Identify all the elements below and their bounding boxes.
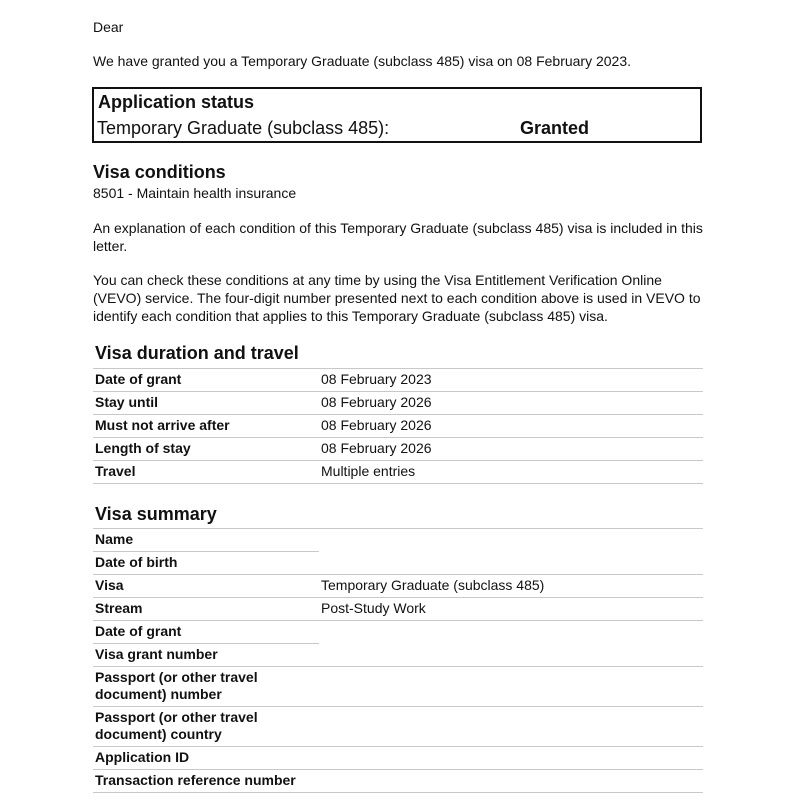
visa-duration-heading: Visa duration and travel [95,343,299,363]
row-value: Post-Study Work [319,598,703,621]
table-row [93,644,703,667]
conditions-explanation: An explanation of each condition of this Temporary Graduate (subclass 485) visa is included in this letter. [93,220,703,254]
application-status-visa: Temporary Graduate (subclass 485): [97,118,390,138]
table-row [93,529,703,552]
intro-paragraph: We have granted you a Temporary Graduate (subclass 485) visa on 08 February 2023. [93,53,632,69]
table-row [93,770,703,793]
row-value-redacted [319,552,703,575]
row-label: Date of birth [93,552,319,575]
table-row [93,575,703,598]
row-value: 08 February 2026 [319,438,703,461]
row-label: Passport (or other travel document) country [93,707,319,747]
row-label: Travel [93,461,319,484]
table-row [93,461,703,484]
application-status-value: Granted [520,118,590,138]
row-value: Temporary Graduate (subclass 485) [319,575,703,598]
row-label: Stream [93,598,319,621]
table-row [93,667,703,707]
row-label: Date of grant [93,369,319,392]
row-label: Passport (or other travel document) number [93,667,319,707]
vevo-note: You can check these conditions at any time by using the Visa Entitlement Verification Online (VEVO) service. The four-digit number presented next to each condition above is used in VEVO to identify each condition that applies to this Temporary Graduate (subclass 485) visa. [93,272,701,324]
row-value-redacted [319,529,703,552]
row-value: 08 February 2023 [319,369,703,392]
table-row [93,552,703,575]
table-row [93,598,703,621]
row-label: Visa grant number [93,644,319,667]
row-label: Stay until [93,392,319,415]
condition-item: 8501 - Maintain health insurance [93,185,297,201]
table-row [93,438,703,461]
visa-duration-table [93,368,703,484]
table-row [93,415,703,438]
table-row [93,747,703,770]
row-value-redacted [319,747,703,770]
table-row [93,369,703,392]
application-status-box [92,87,702,143]
row-value-redacted [319,621,703,644]
row-value-redacted [319,667,703,707]
visa-summary-heading: Visa summary [95,504,217,524]
table-row [93,621,703,644]
row-value: 08 February 2026 [319,392,703,415]
row-label: Application ID [93,747,319,770]
row-label: Transaction reference number [93,770,319,793]
greeting: Dear [93,19,124,35]
row-value-redacted [319,707,703,747]
row-label: Date of grant [93,621,319,644]
visa-summary-table [93,528,703,793]
row-value-redacted [319,644,703,667]
row-value: Multiple entries [319,461,703,484]
row-value-redacted [319,770,703,793]
table-row [93,392,703,415]
row-label: Length of stay [93,438,319,461]
row-label: Must not arrive after [93,415,319,438]
row-label: Visa [93,575,319,598]
table-row [93,707,703,747]
application-status-title: Application status [98,92,255,112]
row-value: 08 February 2026 [319,415,703,438]
visa-conditions-heading: Visa conditions [93,162,226,182]
row-label: Name [93,529,319,552]
